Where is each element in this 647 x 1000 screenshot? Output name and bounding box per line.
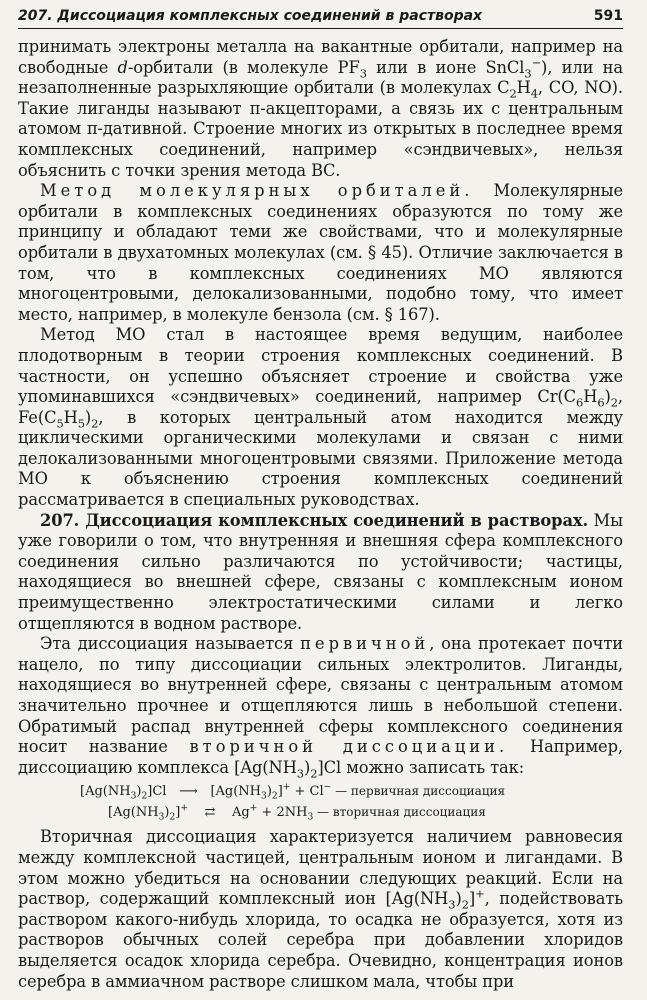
section-heading: 207. Диссоциация комплексных соединений в растворах. [40,510,589,530]
page-number: 591 [593,8,623,24]
paragraph-primary-dissociation: Эта диссоциация называется первичной, она протекает почти нацело, по типу диссоциации сильных электролитов. Лиганды, находящиеся во внутренней сфере, связаны с центральным атомом значительно прочнее и отщепляются лишь в небольшой степени. Обратимый распад внутренней сферы комплексного соединения носит название вторичной диссоциации. Например, диссоциацию комплекса $[Ag(NH_3)_2]Cl$ можно записать так: [18,634,623,781]
equations-block [18,781,623,823]
paragraph-mo-leading: Метод МО стал в настоящее время ведущим, наиболее плодотворным в теории строения комплексных соединений. В частности, он успешно объясняет строение и свойства уже упоминавшихся «сэндвичевых» соединений, например $Cr(C_6H_6)_2$, $Fe(C_5H_5)_2$, в которых центральный атом находится между циклическими органическими молекулами и связан с ними делокализованными многоцентровыми связями. Приложение метода МО к объяснению строения комплексных соединений рассматривается в специальных руководствах. [18,325,623,510]
page-body [18,37,623,992]
equilibrium-arrow-icon: ⇄ [204,805,216,821]
arrow-icon: ⟶ [179,784,198,800]
header-section-title: 207. Диссоциация комплексных соединений в растворах [18,8,483,24]
spaced-term: Метод молекулярных орбиталей. [40,181,474,201]
paragraph-pi-acceptors: принимать электроны металла на вакантные орбитали, например на свободные d-орбитали (в молекуле $PF_3$ или в ионе SnCl$_3$−), или на незаполненные разрыхляющие орбитали (в молекулах $C_2H_4$, CO, NO). Такие лиганды называют π-акцепторами, а связь их с центральным атомом π-дативной. Строение многих из открытых в последнее время комплексных соединений, например «сэндвичевых», нельзя объяснить с точки зрения метода ВС. [18,37,623,180]
equation-secondary: $[Ag(NH_3)_2]^+$ ⇄ $Ag^+ + 2NH_3$ — вторичная диссоциация [108,804,486,823]
equation-primary: $[Ag(NH_3)_2]Cl$ ⟶ $[Ag(NH_3)_2]^+ + Cl^-$ — первичная диссоциация [80,783,506,802]
running-header [18,8,623,29]
paragraph-mo-method: Метод молекулярных орбиталей. Молекулярные орбитали в комплексных соединениях образуются по тому же принципу и обладают теми же свойствами, что и молекулярные орбитали в двухатомных молекулах (см. § 45). Отличие заключается в том, что в комплексных соединениях МО являются многоцентровыми, делокализованными, подобно тому, что имеет место, например, в молекуле бензола (см. § 167). [18,181,623,324]
paragraph-secondary-dissociation: Вторичная диссоциация характеризуется наличием равновесия между комплексной частицей, центральным ионом и лигандами. В этом можно убедиться на основании следующих реакций. Если на раствор, содержащий комплексный ион $[Ag(NH_3)_2]^+$, подействовать раствором какого-нибудь хлорида, то осадка не образуется, хотя из растворов обычных солей серебра при добавлении хлоридов выделяется осадок хлорида серебра. Очевидно, концентрация ионов серебра в аммиачном растворе слишком мала, чтобы при [18,827,624,991]
paragraph-section-207: 207. Диссоциация комплексных соединений в растворах. Мы уже говорили о том, что внутренняя и внешняя сфера комплексного соединения сильно различаются по устойчивости; частицы, находящиеся во внешней сфере, связаны с комплексным ионом преимущественно электростатическими силами и легко отщепляются в водном растворе. [18,510,623,633]
